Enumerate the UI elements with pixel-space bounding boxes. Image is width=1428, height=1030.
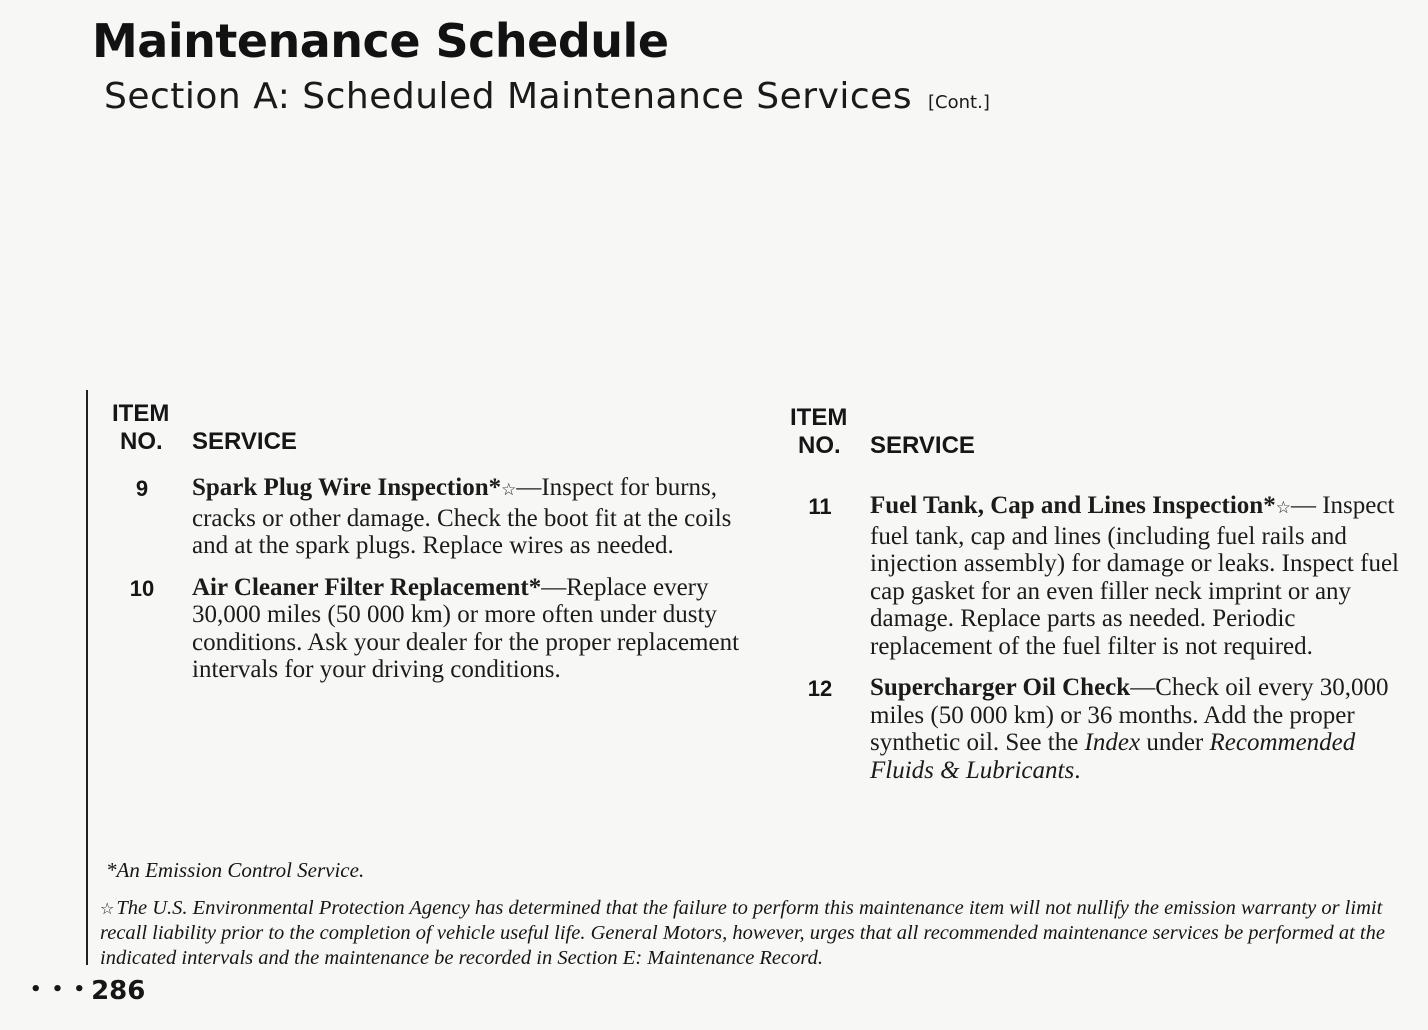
table-header: [786, 404, 1416, 464]
header-service: SERVICE: [870, 432, 975, 459]
item-number: 12: [807, 676, 833, 701]
item-number: 9: [135, 476, 149, 501]
star-icon: ☆: [1275, 498, 1291, 518]
service-item: [108, 474, 748, 560]
emission-footnote: *An Emission Control Service.: [106, 858, 365, 882]
item-body-end: .: [1074, 756, 1081, 784]
margin-rule: [86, 390, 88, 965]
item-title: Supercharger Oil Check: [870, 674, 1131, 701]
right-column: [786, 404, 1416, 784]
header-service: SERVICE: [192, 428, 297, 455]
item-number: 11: [808, 494, 832, 519]
header-item: ITEM: [112, 400, 170, 427]
left-column: [108, 400, 748, 684]
index-reference: Index: [1084, 729, 1141, 756]
header-no: NO.: [798, 432, 841, 459]
item-text: [192, 474, 748, 560]
item-body: — Inspect fuel tank, cap and lines (including fuel rails and injection assembly) for damage or leaks. Inspect fuel cap gasket for an even filler neck imprint or any damage. Replace parts as needed. Periodic replacement of the fuel filter is not required.: [870, 492, 1399, 660]
section-subtitle-text: Section A: Scheduled Maintenance Services: [104, 76, 913, 117]
item-title: Air Cleaner Filter Replacement*: [192, 573, 542, 601]
item-number: 10: [129, 575, 155, 601]
item-body: —Inspect for burns, cracks or other damage. Check the boot fit at the coils and at the spark plugs. Replace wires as needed.: [192, 474, 732, 559]
item-text: [192, 574, 748, 684]
service-item: [108, 574, 748, 684]
item-title: Fuel Tank, Cap and Lines Inspection*: [870, 492, 1276, 519]
footer-dots: • • •: [30, 979, 88, 1000]
item-body-mid: under: [1140, 729, 1210, 756]
page-number: 286: [91, 976, 146, 1006]
table-header: [108, 400, 748, 460]
page-footer: [30, 976, 145, 1006]
service-item: [786, 492, 1416, 660]
section-subtitle: [104, 76, 990, 117]
continued-label: [Cont.]: [928, 92, 990, 113]
item-text: [870, 492, 1416, 660]
star-icon: ☆: [501, 480, 517, 500]
fluids-reference: Recommended Fluids & Lubricants: [870, 729, 1356, 784]
header-no: NO.: [120, 428, 163, 455]
item-body: —Check oil every 30,000 miles (50 000 km) or 36 months. Add the proper synthetic oil. See the: [870, 674, 1389, 756]
item-title: Spark Plug Wire Inspection*: [192, 474, 502, 501]
header-item: ITEM: [790, 404, 848, 431]
epa-footnote-text: The U.S. Environmental Protection Agency has determined that the failure to perform this maintenance item will not nullify the emission warranty or limit recall liability prior to the completion of vehicle useful life. General Motors, however, urges that all recommended maintenance services be performed at the indicated intervals and the maintenance be recorded in Section E: Maintenance Record.: [100, 897, 1385, 969]
item-body: —Replace every 30,000 miles (50 000 km) or more often under dusty conditions. Ask your dealer for the proper replacement intervals for your driving conditions.: [192, 573, 740, 683]
page-title: Maintenance Schedule: [92, 14, 669, 68]
epa-footnote: [100, 896, 1415, 971]
item-text: [870, 674, 1416, 784]
service-item: [786, 674, 1416, 784]
star-icon: ☆: [100, 899, 115, 918]
